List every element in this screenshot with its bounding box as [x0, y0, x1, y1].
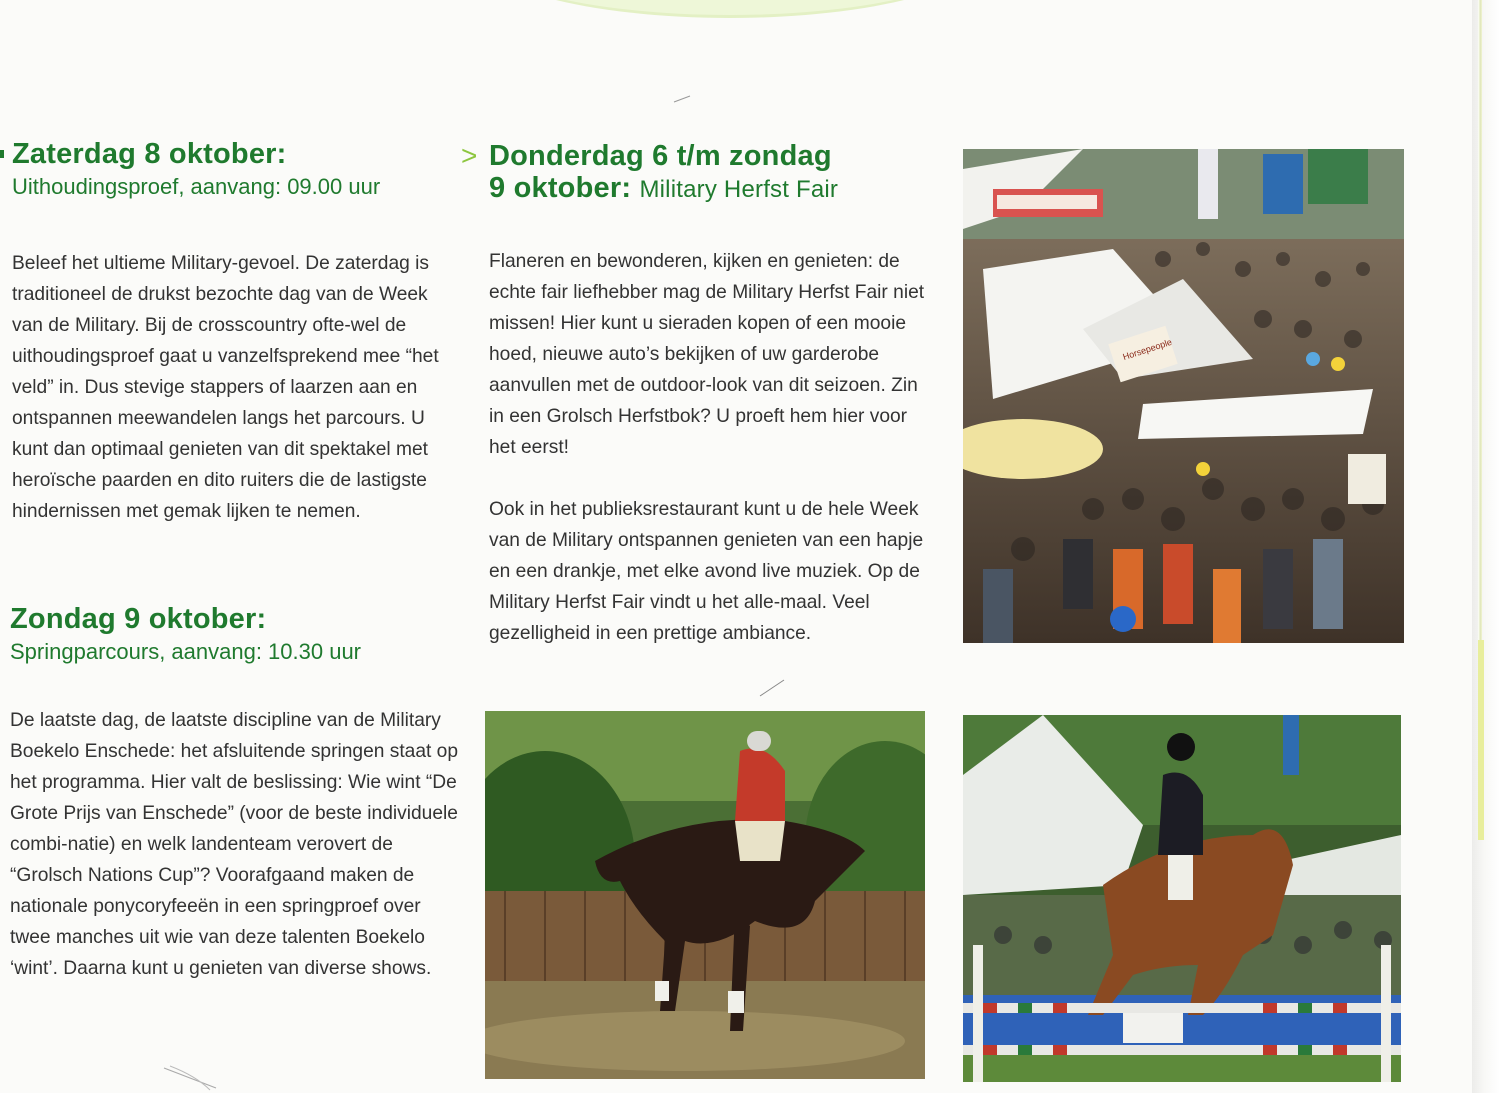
sunday-subtitle: Springparcours, aanvang: 10.30 uur — [10, 639, 362, 664]
sunday-title: Zondag 9 oktober: — [10, 603, 267, 635]
saturday-subtitle: Uithoudingsproef, aanvang: 09.00 uur — [12, 174, 381, 199]
fair-title-line1: Donderdag 6 t/m zondag — [489, 140, 832, 172]
saturday-body — [12, 248, 462, 527]
top-decorative-curve — [470, 0, 990, 18]
sunday-section — [10, 603, 460, 984]
stray-mark-bottom — [160, 1064, 220, 1092]
sunday-paragraph: De laatste dag, de laatste discipline van de Military Boekelo Enschede: het afsluitende springen staat op het programma. Hier valt de beslissing: Wie wint “De Grote Prijs van Enschede” (voor de beste individuele combi-natie) en welk landenteam verovert de “Grolsch Nations Cup”? Voorafgaand maken de nationale ponycoryfeeën in een springproef over twee manches uit wie van deze talenten Boekelo ‘wint’. Daarna kunt u genieten van diverse shows. — [10, 710, 459, 979]
fair-title — [489, 140, 934, 206]
fair-crowd-photo — [963, 149, 1404, 643]
show-jumping-photo — [963, 715, 1401, 1082]
page-fold-lime — [1478, 640, 1484, 840]
cross-country-photo — [485, 711, 925, 1079]
stray-mark-top — [672, 94, 692, 104]
saturday-paragraph: Beleef het ultieme Military-gevoel. De zaterdag is traditioneel de drukst bezochte dag van de Week van de Military. Bij de crosscountry ofte-wel de uithoudingsproef gaat u vanzelfsprekend mee “het veld” in. Dus stevige stappers of laarzen aan en ontspannen meewandelen langs het parcours. U kunt dan optimaal genieten van dit spektakel met heroïsche paarden en dito ruiters die de lastigste hindernissen met gemak lijken te nemen. — [12, 253, 439, 522]
horsepeople-sign-text: Horsepeople — [1121, 336, 1174, 363]
fair-title-line2: 9 oktober: — [489, 172, 632, 204]
saturday-title: Zaterdag 8 oktober: — [12, 138, 287, 170]
stray-mark-middle — [758, 676, 788, 700]
fair-paragraph-2: Ook in het publieksrestaurant kunt u de hele Week van de Military ontspannen genieten van een hapje en een drankje, met elke avond live muziek. Op de Military Herfst Fair vindt u het alle-maal. Veel gezelligheid in een prettige ambiance. — [489, 499, 924, 644]
fair-body — [489, 246, 934, 649]
fair-title-suffix: Military Herfst Fair — [639, 176, 839, 203]
saturday-section — [12, 138, 462, 527]
fair-section — [461, 140, 934, 649]
fair-paragraph-1: Flaneren en bewonderen, kijken en genieten: de echte fair liefhebber mag de Military Herfst Fair niet missen! Hier kunt u sieraden kopen of een mooie hoed, nieuwe auto’s bekijken of uw garderobe aanvullen met de outdoor-look van dit seizoen. Zin in een Grolsch Herfstbok? U proeft hem hier voor het eerst! — [489, 251, 925, 458]
chevron-right-icon: > — [461, 140, 478, 171]
page-fold — [1472, 0, 1500, 1093]
sunday-body — [10, 705, 460, 984]
edge-mark — [0, 150, 4, 158]
